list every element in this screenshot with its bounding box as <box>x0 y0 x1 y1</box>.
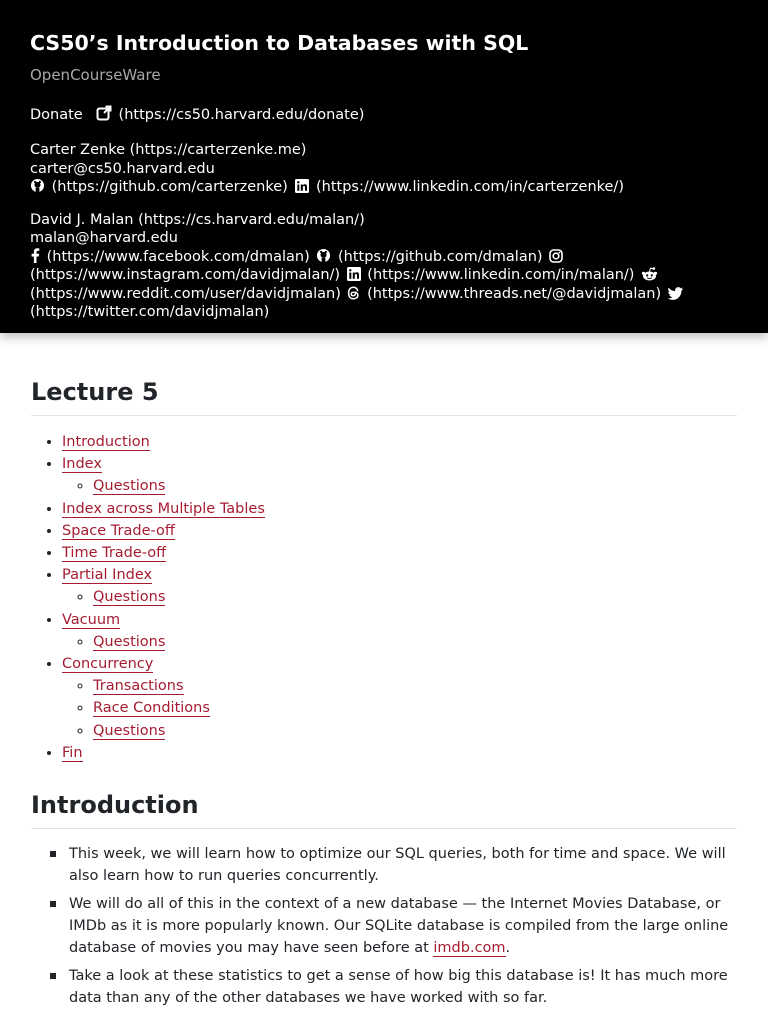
list-item <box>69 893 737 959</box>
instagram-url[interactable]: (https://www.instagram.com/davidjmalan/) <box>30 267 341 283</box>
toc-link[interactable]: Index <box>62 456 102 473</box>
toc-sublist <box>62 631 737 653</box>
reddit-icon <box>641 267 658 281</box>
linkedin-icon <box>295 179 309 193</box>
instagram-icon <box>549 249 563 263</box>
author-carter <box>30 141 738 197</box>
list-item <box>69 843 737 887</box>
toc-link[interactable]: Concurrency <box>62 656 154 673</box>
author-site-url[interactable]: (https://cs.harvard.edu/malan/) <box>138 211 365 228</box>
linkedin-url[interactable]: (https://www.linkedin.com/in/malan/) <box>367 267 635 283</box>
github-url[interactable]: (https://github.com/dmalan) <box>337 248 543 265</box>
github-icon <box>30 178 45 193</box>
toc-sublink[interactable]: Transactions <box>93 678 184 695</box>
intro-paragraph-2-end: . <box>505 940 511 957</box>
toc-sublink[interactable]: Questions <box>93 589 166 606</box>
facebook-icon <box>30 248 40 263</box>
intro-paragraph-3: Take a look at these statistics to get a sense of how big this database is! It has much more data than any of the other databases we have worked with so far. <box>69 968 728 1007</box>
toc-link[interactable]: Fin <box>62 744 83 761</box>
table-of-contents <box>31 431 737 764</box>
github-icon <box>316 248 331 263</box>
linkedin-url[interactable]: (https://www.linkedin.com/in/carterzenke/) <box>316 179 624 195</box>
toc-link[interactable]: Time Trade-off <box>62 545 167 562</box>
donate-label: Donate <box>30 107 83 123</box>
facebook-url[interactable]: (https://www.facebook.com/dmalan) <box>46 248 310 265</box>
author-email[interactable]: carter@cs50.harvard.edu <box>30 160 215 177</box>
toc-link[interactable]: Partial Index <box>62 567 153 584</box>
introduction-heading: Introduction <box>31 790 737 829</box>
toc-sublink[interactable]: Race Conditions <box>93 700 210 717</box>
author-site-url[interactable]: (https://carterzenke.me) <box>129 142 307 158</box>
toc-item <box>62 609 737 653</box>
toc-item <box>62 520 737 542</box>
toc-subitem <box>93 697 737 719</box>
toc-sublink[interactable]: Questions <box>93 722 166 739</box>
donate-link[interactable] <box>30 107 83 123</box>
lecture-content <box>0 377 768 1009</box>
external-link-icon <box>96 105 112 121</box>
github-url[interactable]: (https://github.com/carterzenke) <box>51 179 288 195</box>
threads-url[interactable]: (https://www.threads.net/@davidjmalan) <box>367 285 662 302</box>
toc-link[interactable]: Vacuum <box>62 611 121 628</box>
toc-item <box>62 498 737 520</box>
author-name[interactable]: David J. Malan <box>30 211 134 228</box>
imdb-link[interactable]: imdb.com <box>433 940 506 957</box>
site-subtitle[interactable]: OpenCourseWare <box>30 66 161 84</box>
toc-item <box>62 431 737 453</box>
toc-link[interactable]: Space Trade-off <box>62 522 175 539</box>
lecture-heading: Lecture 5 <box>31 377 737 416</box>
toc-item <box>62 542 737 564</box>
course-title[interactable]: CS50’s Introduction to Databases with SQL <box>30 31 529 55</box>
linkedin-icon <box>347 267 361 281</box>
toc-sublink[interactable]: Questions <box>93 478 166 495</box>
threads-icon <box>347 286 360 300</box>
toc-subitem <box>93 675 737 697</box>
toc-sublist <box>62 475 737 497</box>
author-malan <box>30 211 738 322</box>
twitter-url[interactable]: (https://twitter.com/davidjmalan) <box>30 304 270 320</box>
toc-item <box>62 564 737 608</box>
donate-line <box>30 105 738 124</box>
toc-subitem <box>93 586 737 608</box>
toc-link[interactable]: Introduction <box>62 434 150 450</box>
toc-link[interactable]: Index across Multiple Tables <box>62 500 265 517</box>
site-header <box>0 0 768 333</box>
toc-item <box>62 653 737 742</box>
author-name[interactable]: Carter Zenke <box>30 142 125 158</box>
toc-subitem <box>93 475 737 497</box>
toc-item <box>62 742 737 764</box>
toc-subitem <box>93 720 737 742</box>
list-item <box>69 965 737 1009</box>
donate-url[interactable]: (https://cs50.harvard.edu/donate) <box>118 107 365 123</box>
toc-item <box>62 453 737 497</box>
intro-paragraph-1: This week, we will learn how to optimize our SQL queries, both for time and space. We will also learn how to run queries concurrently. <box>69 846 726 885</box>
twitter-icon <box>668 287 683 300</box>
author-email[interactable]: malan@harvard.edu <box>30 230 178 246</box>
introduction-list <box>31 843 737 1009</box>
toc-sublist <box>62 675 737 742</box>
toc-sublist <box>62 586 737 608</box>
intro-paragraph-2: We will do all of this in the context of a new database — the Internet Movies Database, or IMDb as it is more popularly known. Our SQLite database is compiled from the large online database of movies you may have seen before at <box>69 896 729 957</box>
reddit-url[interactable]: (https://www.reddit.com/user/davidjmalan) <box>30 285 341 302</box>
toc-subitem <box>93 631 737 653</box>
toc-sublink[interactable]: Questions <box>93 633 166 650</box>
